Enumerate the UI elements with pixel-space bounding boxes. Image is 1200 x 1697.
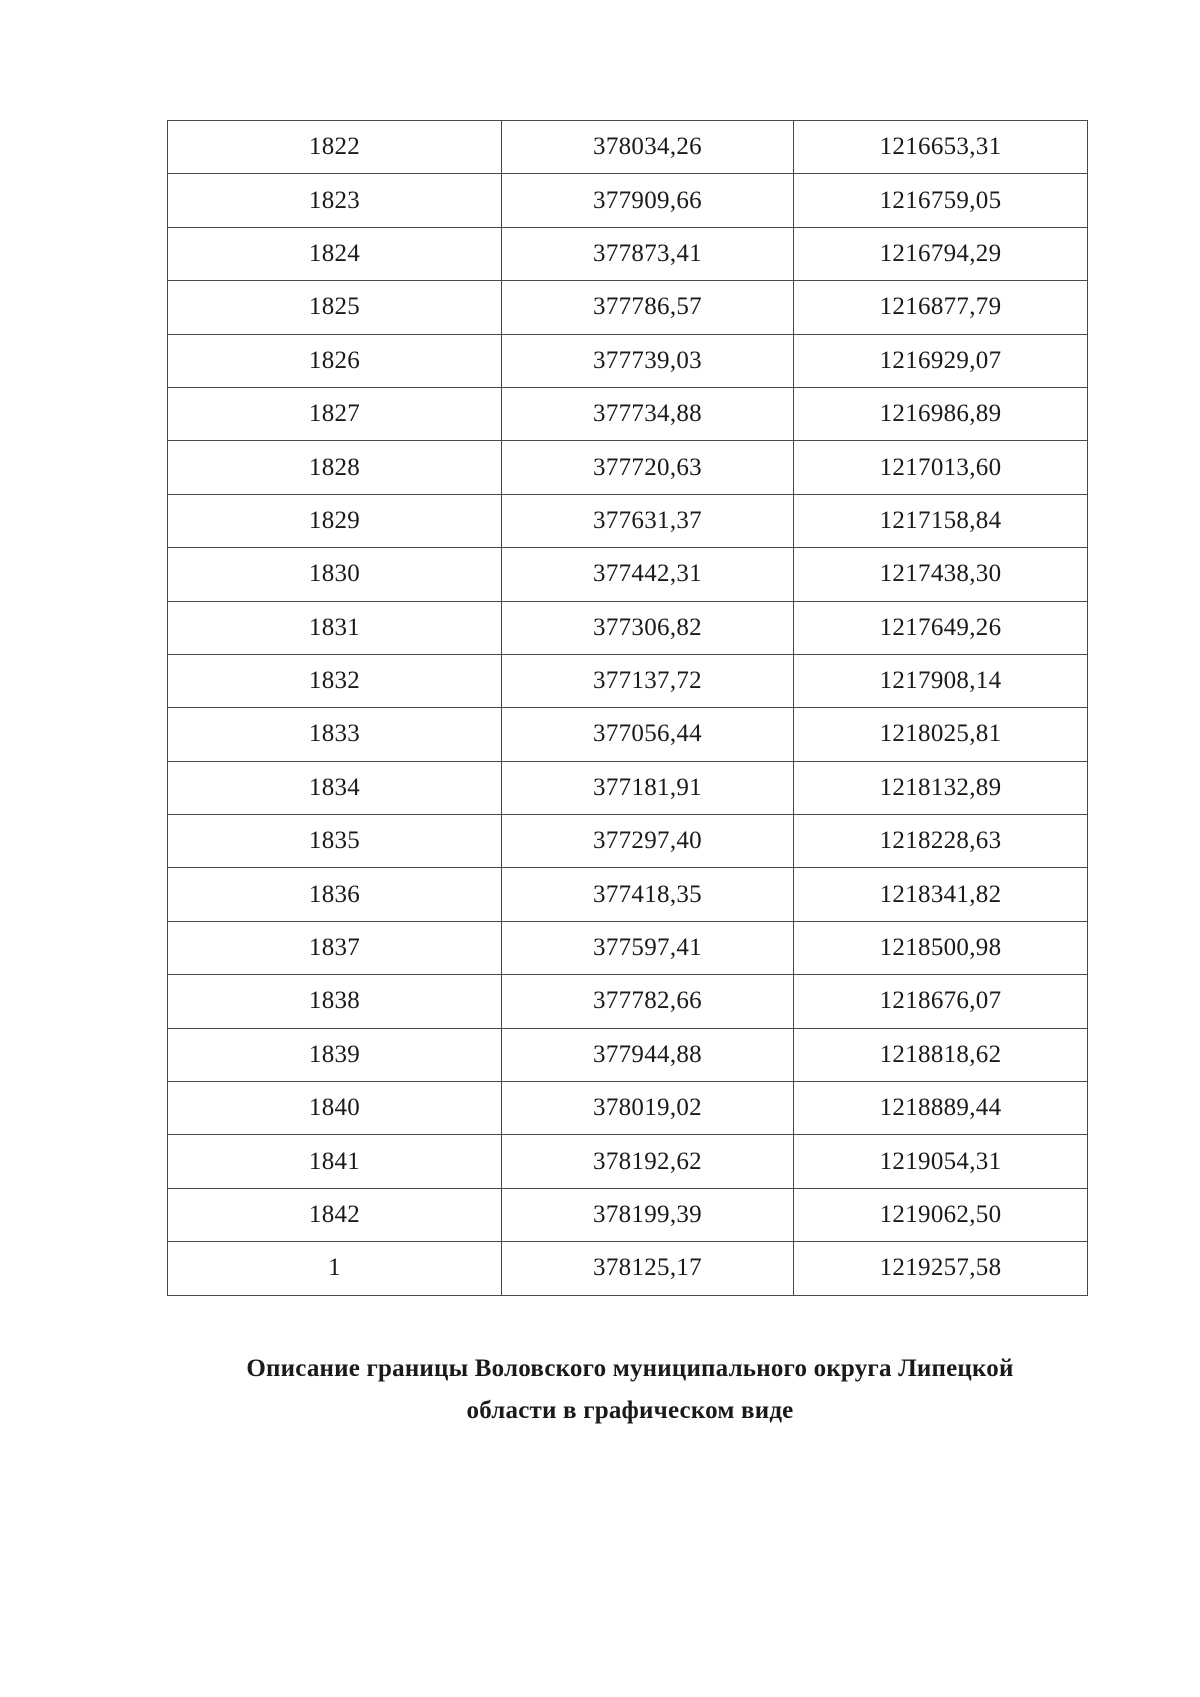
x-coordinate-cell: 378034,26: [502, 121, 794, 174]
y-coordinate-cell: 1217013,60: [794, 441, 1088, 494]
y-coordinate-cell: 1218889,44: [794, 1082, 1088, 1135]
table-row: [168, 227, 1088, 280]
x-coordinate-cell: 377442,31: [502, 548, 794, 601]
table-row: [168, 1082, 1088, 1135]
table-row: [168, 1135, 1088, 1188]
y-coordinate-cell: 1217649,26: [794, 601, 1088, 654]
table-row: [168, 1242, 1088, 1295]
point-number-cell: 1841: [168, 1135, 502, 1188]
y-coordinate-cell: 1218132,89: [794, 761, 1088, 814]
x-coordinate-cell: 377631,37: [502, 494, 794, 547]
point-number-cell: 1840: [168, 1082, 502, 1135]
x-coordinate-cell: 377056,44: [502, 708, 794, 761]
table-row: [168, 334, 1088, 387]
table-row: [168, 708, 1088, 761]
point-number-cell: 1839: [168, 1028, 502, 1081]
point-number-cell: 1835: [168, 815, 502, 868]
point-number-cell: 1830: [168, 548, 502, 601]
y-coordinate-cell: 1216986,89: [794, 387, 1088, 440]
y-coordinate-cell: 1218228,63: [794, 815, 1088, 868]
x-coordinate-cell: 378192,62: [502, 1135, 794, 1188]
point-number-cell: 1838: [168, 975, 502, 1028]
x-coordinate-cell: 377786,57: [502, 281, 794, 334]
table-row: [168, 601, 1088, 654]
x-coordinate-cell: 377873,41: [502, 227, 794, 280]
y-coordinate-cell: 1216653,31: [794, 121, 1088, 174]
point-number-cell: 1837: [168, 921, 502, 974]
table-row: [168, 387, 1088, 440]
point-number-cell: 1834: [168, 761, 502, 814]
x-coordinate-cell: 377909,66: [502, 174, 794, 227]
y-coordinate-cell: 1216794,29: [794, 227, 1088, 280]
point-number-cell: 1822: [168, 121, 502, 174]
y-coordinate-cell: 1218025,81: [794, 708, 1088, 761]
table-row: [168, 281, 1088, 334]
x-coordinate-cell: 377597,41: [502, 921, 794, 974]
y-coordinate-cell: 1218341,82: [794, 868, 1088, 921]
y-coordinate-cell: 1216929,07: [794, 334, 1088, 387]
point-number-cell: 1824: [168, 227, 502, 280]
table-row: [168, 1188, 1088, 1241]
y-coordinate-cell: 1218818,62: [794, 1028, 1088, 1081]
table-row: [168, 815, 1088, 868]
point-number-cell: 1823: [168, 174, 502, 227]
table-row: [168, 441, 1088, 494]
x-coordinate-cell: 377944,88: [502, 1028, 794, 1081]
point-number-cell: 1836: [168, 868, 502, 921]
x-coordinate-cell: 377181,91: [502, 761, 794, 814]
y-coordinate-cell: 1217158,84: [794, 494, 1088, 547]
x-coordinate-cell: 377720,63: [502, 441, 794, 494]
caption-line-1: Описание границы Воловского муниципального округа Липецкой: [246, 1355, 1014, 1382]
x-coordinate-cell: 377137,72: [502, 654, 794, 707]
x-coordinate-cell: 377739,03: [502, 334, 794, 387]
y-coordinate-cell: 1218676,07: [794, 975, 1088, 1028]
table-row: [168, 121, 1088, 174]
y-coordinate-cell: 1219257,58: [794, 1242, 1088, 1295]
table-row: [168, 1028, 1088, 1081]
table-row: [168, 761, 1088, 814]
x-coordinate-cell: 377297,40: [502, 815, 794, 868]
point-number-cell: 1833: [168, 708, 502, 761]
point-number-cell: 1827: [168, 387, 502, 440]
y-coordinate-cell: 1218500,98: [794, 921, 1088, 974]
coordinates-table-body: [168, 121, 1088, 1296]
point-number-cell: 1826: [168, 334, 502, 387]
x-coordinate-cell: 377418,35: [502, 868, 794, 921]
y-coordinate-cell: 1219062,50: [794, 1188, 1088, 1241]
table-row: [168, 868, 1088, 921]
coordinates-table: [167, 120, 1088, 1296]
y-coordinate-cell: 1216877,79: [794, 281, 1088, 334]
caption-line-2: области в графическом виде: [466, 1397, 794, 1424]
point-number-cell: 1828: [168, 441, 502, 494]
point-number-cell: 1: [168, 1242, 502, 1295]
table-row: [168, 654, 1088, 707]
x-coordinate-cell: 378019,02: [502, 1082, 794, 1135]
x-coordinate-cell: 377782,66: [502, 975, 794, 1028]
y-coordinate-cell: 1216759,05: [794, 174, 1088, 227]
x-coordinate-cell: 377306,82: [502, 601, 794, 654]
y-coordinate-cell: 1219054,31: [794, 1135, 1088, 1188]
point-number-cell: 1825: [168, 281, 502, 334]
x-coordinate-cell: 378199,39: [502, 1188, 794, 1241]
table-row: [168, 174, 1088, 227]
table-row: [168, 921, 1088, 974]
table-row: [168, 975, 1088, 1028]
point-number-cell: 1831: [168, 601, 502, 654]
y-coordinate-cell: 1217908,14: [794, 654, 1088, 707]
x-coordinate-cell: 377734,88: [502, 387, 794, 440]
point-number-cell: 1829: [168, 494, 502, 547]
x-coordinate-cell: 378125,17: [502, 1242, 794, 1295]
table-row: [168, 494, 1088, 547]
point-number-cell: 1832: [168, 654, 502, 707]
y-coordinate-cell: 1217438,30: [794, 548, 1088, 601]
section-caption: [170, 1348, 1090, 1432]
point-number-cell: 1842: [168, 1188, 502, 1241]
table-row: [168, 548, 1088, 601]
